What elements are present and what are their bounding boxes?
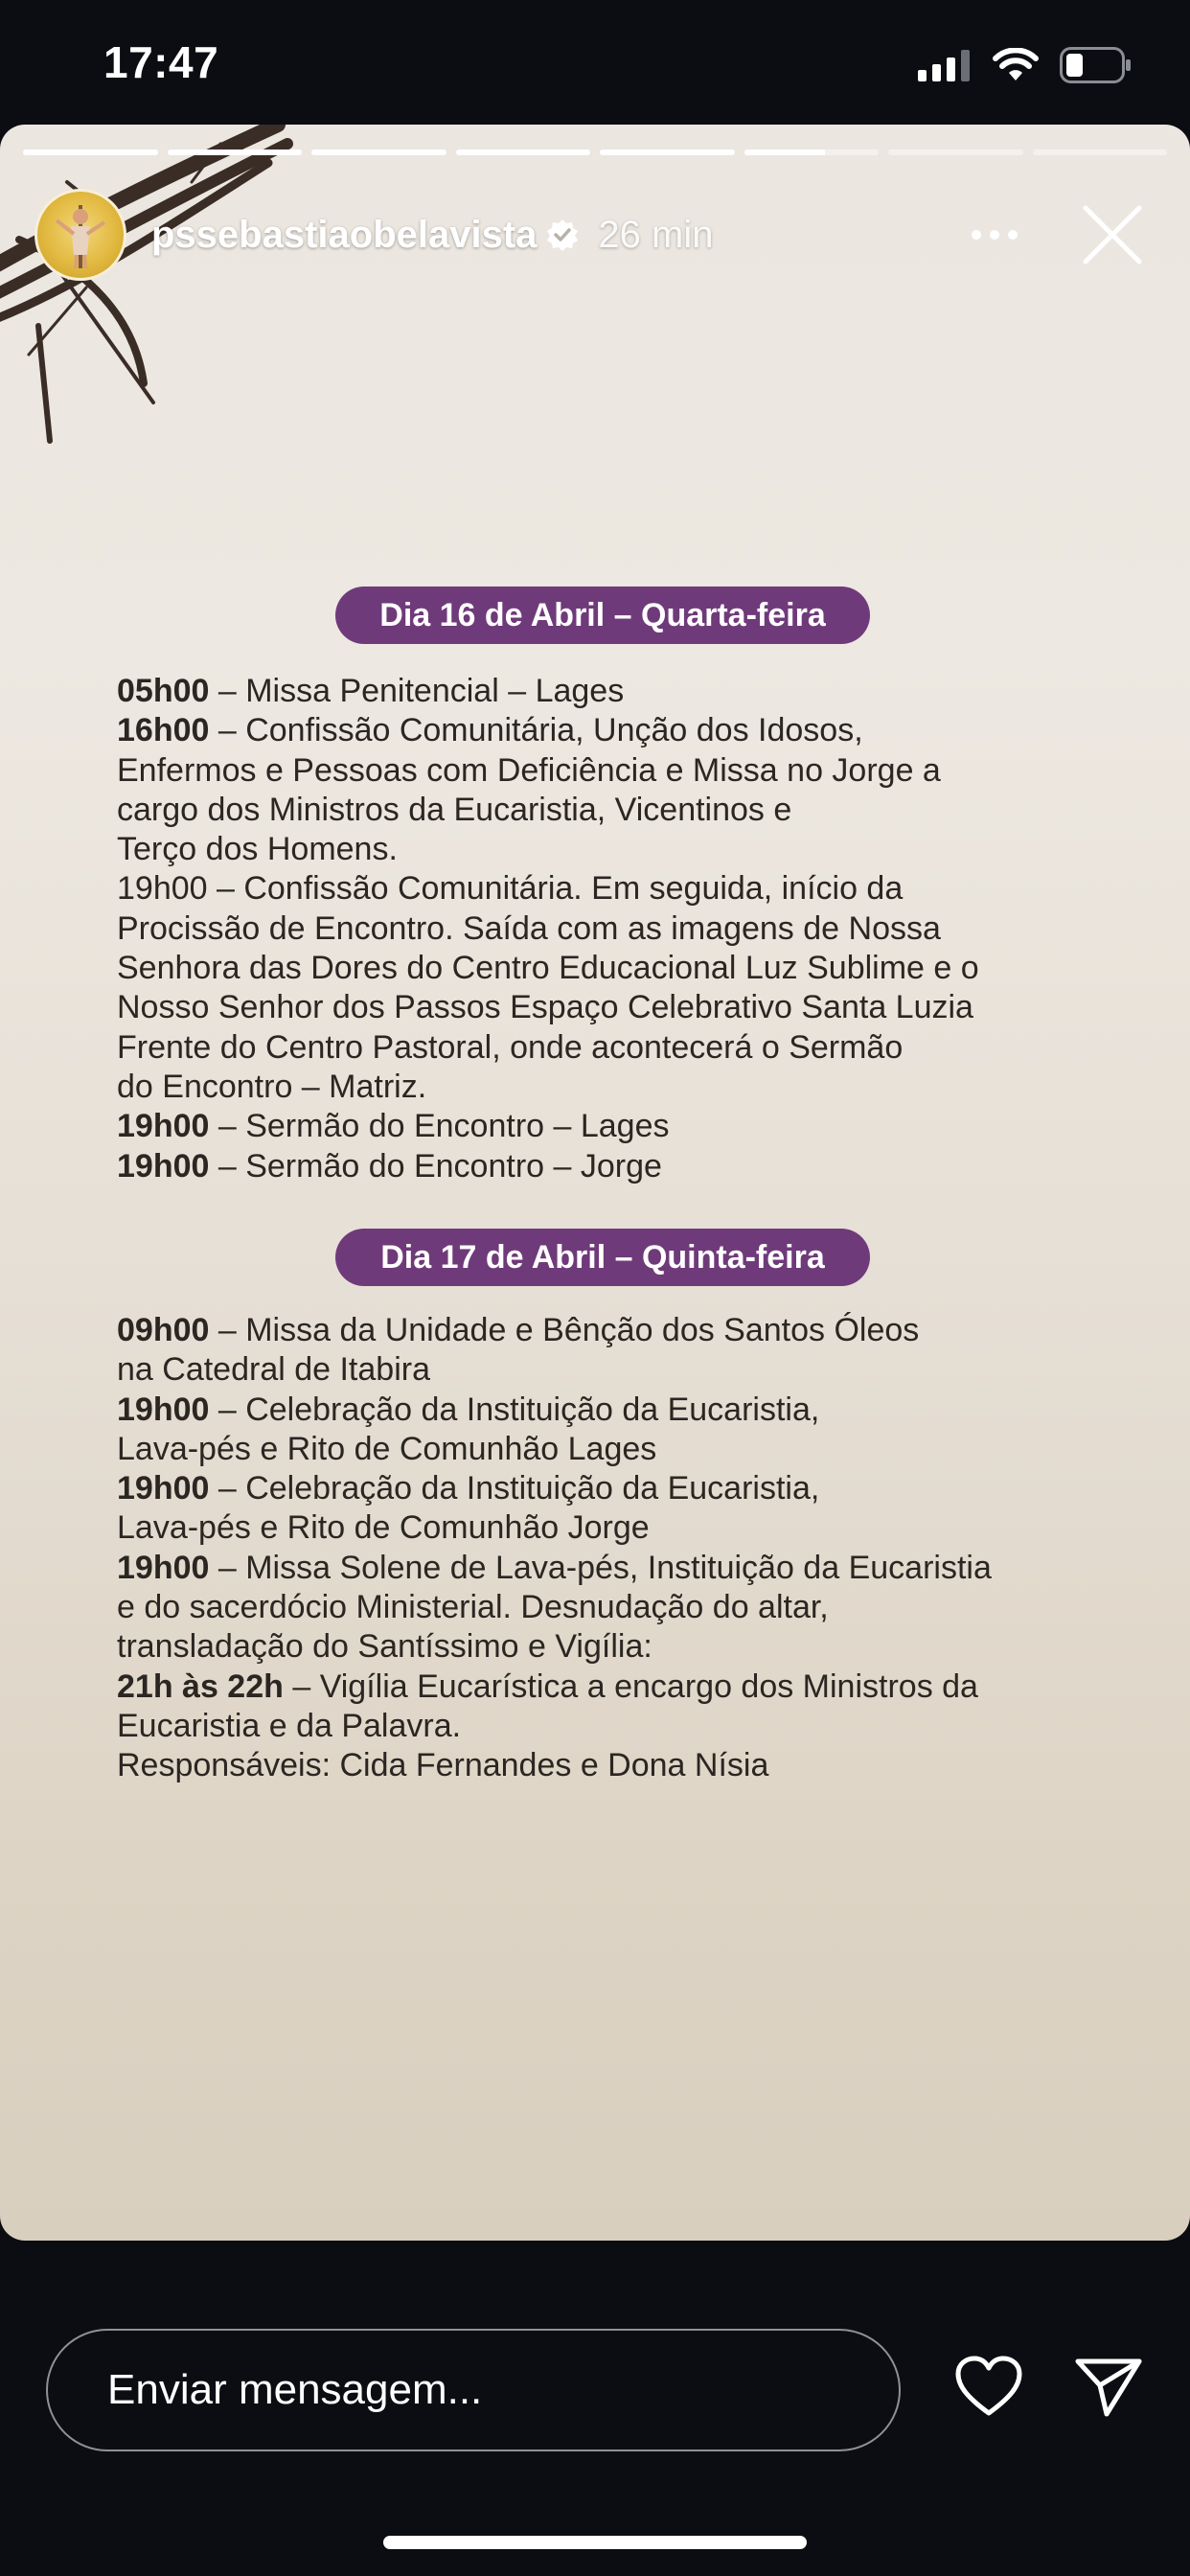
- schedule-line: 19h00 – Confissão Comunitária. Em seguida, início da: [117, 870, 904, 908]
- schedule-line: [117, 672, 1152, 711]
- send-icon[interactable]: [1075, 2358, 1142, 2422]
- day-17-schedule: [117, 1311, 1152, 1786]
- status-icons: [918, 44, 1133, 86]
- schedule-time: 21h às 22h: [117, 1668, 284, 1705]
- schedule-line: [117, 1549, 1152, 1588]
- schedule-time: 09h00: [117, 1312, 210, 1348]
- schedule-line: cargo dos Ministros da Eucaristia, Vicentinos e: [117, 791, 792, 828]
- schedule-text: – Missa da Unidade e Bênção dos Santos Óleos: [209, 1312, 920, 1348]
- close-icon[interactable]: [1079, 201, 1146, 268]
- schedule-line: Procissão de Encontro. Saída com as imagens de Nossa: [117, 909, 941, 947]
- story-card[interactable]: [0, 125, 1190, 2241]
- cellular-signal-icon: [918, 49, 972, 81]
- schedule-text: – Missa Penitencial – Lages: [209, 673, 625, 709]
- day-16-heading: Dia 16 de Abril – Quarta-feira: [335, 586, 870, 644]
- schedule-time: 19h00: [117, 1549, 210, 1586]
- home-indicator[interactable]: [383, 2536, 807, 2549]
- wifi-icon: [993, 48, 1039, 82]
- progress-segment: [1033, 150, 1168, 155]
- schedule-line: Lava-pés e Rito de Comunhão Lages: [117, 1430, 657, 1467]
- schedule-time: 19h00: [117, 1147, 210, 1184]
- send-message-input[interactable]: [46, 2329, 901, 2451]
- schedule-time: 19h00: [117, 1108, 210, 1145]
- schedule-line: Eucaristia e da Palavra.: [117, 1707, 462, 1744]
- schedule-line: Terço dos Homens.: [117, 831, 398, 868]
- story-progress-bar: [23, 150, 1167, 155]
- schedule-time: 05h00: [117, 673, 210, 709]
- schedule-line: [117, 1147, 1152, 1186]
- schedule-text: – Celebração da Instituição da Eucaristia,: [209, 1470, 820, 1507]
- schedule-text: – Sermão do Encontro – Lages: [209, 1108, 670, 1145]
- more-options-icon[interactable]: [966, 211, 1023, 259]
- crown-of-thorns-decoration: [0, 125, 307, 450]
- message-placeholder: Enviar mensagem...: [107, 2366, 483, 2413]
- day-17-heading: Dia 17 de Abril – Quinta-feira: [335, 1229, 870, 1286]
- schedule-line: Nosso Senhor dos Passos Espaço Celebrativo Santa Luzia: [117, 989, 973, 1026]
- progress-segment: [23, 150, 158, 155]
- schedule-line: [117, 1668, 1152, 1707]
- avatar[interactable]: [34, 189, 126, 281]
- schedule-line: [117, 1391, 1152, 1430]
- schedule-time: 19h00: [117, 1470, 210, 1507]
- schedule-line: Frente do Centro Pastoral, onde acontecerá o Sermão: [117, 1028, 904, 1066]
- schedule-text: – Sermão do Encontro – Jorge: [209, 1147, 662, 1184]
- schedule-line: e do sacerdócio Ministerial. Desnudação do altar,: [117, 1589, 829, 1626]
- schedule-line: [117, 1311, 1152, 1350]
- schedule-line: Responsáveis: Cida Fernandes e Dona Nísia: [117, 1747, 769, 1784]
- schedule-line: [117, 711, 1152, 750]
- schedule-line: Lava-pés e Rito de Comunhão Jorge: [117, 1509, 650, 1547]
- heart-icon[interactable]: [954, 2356, 1023, 2422]
- battery-icon: [1060, 47, 1133, 83]
- saint-figure-icon: [37, 192, 124, 278]
- schedule-line: [117, 1469, 1152, 1508]
- schedule-text: – Vigília Eucarística a encargo dos Ministros da: [283, 1668, 978, 1705]
- story-header: [34, 182, 1167, 288]
- progress-segment: [600, 150, 735, 155]
- schedule-line: Senhora das Dores do Centro Educacional Luz Sublime e o: [117, 950, 979, 987]
- schedule-text: – Celebração da Instituição da Eucaristia,: [209, 1391, 820, 1428]
- schedule-time: 16h00: [117, 712, 210, 749]
- schedule-text: – Missa Solene de Lava-pés, Instituição da Eucaristia: [209, 1549, 992, 1586]
- verified-badge-icon: [546, 218, 579, 251]
- day-16-schedule: [117, 672, 1152, 1186]
- account-name[interactable]: pssebastiaobelavista: [151, 213, 538, 256]
- post-time: 26 min: [598, 213, 714, 256]
- schedule-line: Enfermos e Pessoas com Deficiência e Missa no Jorge a: [117, 751, 941, 789]
- schedule-line: [117, 1107, 1152, 1146]
- progress-segment: [168, 150, 303, 155]
- schedule-time: 19h00: [117, 1391, 210, 1428]
- progress-segment: [888, 150, 1023, 155]
- progress-segment-current: [744, 150, 880, 155]
- progress-segment: [456, 150, 591, 155]
- schedule-line: do Encontro – Matriz.: [117, 1068, 427, 1105]
- schedule-line: transladação do Santíssimo e Vigília:: [117, 1628, 652, 1666]
- status-time: 17:47: [103, 37, 219, 87]
- progress-segment: [311, 150, 446, 155]
- schedule-line: na Catedral de Itabira: [117, 1351, 430, 1389]
- schedule-text: – Confissão Comunitária, Unção dos Idosos,: [209, 712, 863, 749]
